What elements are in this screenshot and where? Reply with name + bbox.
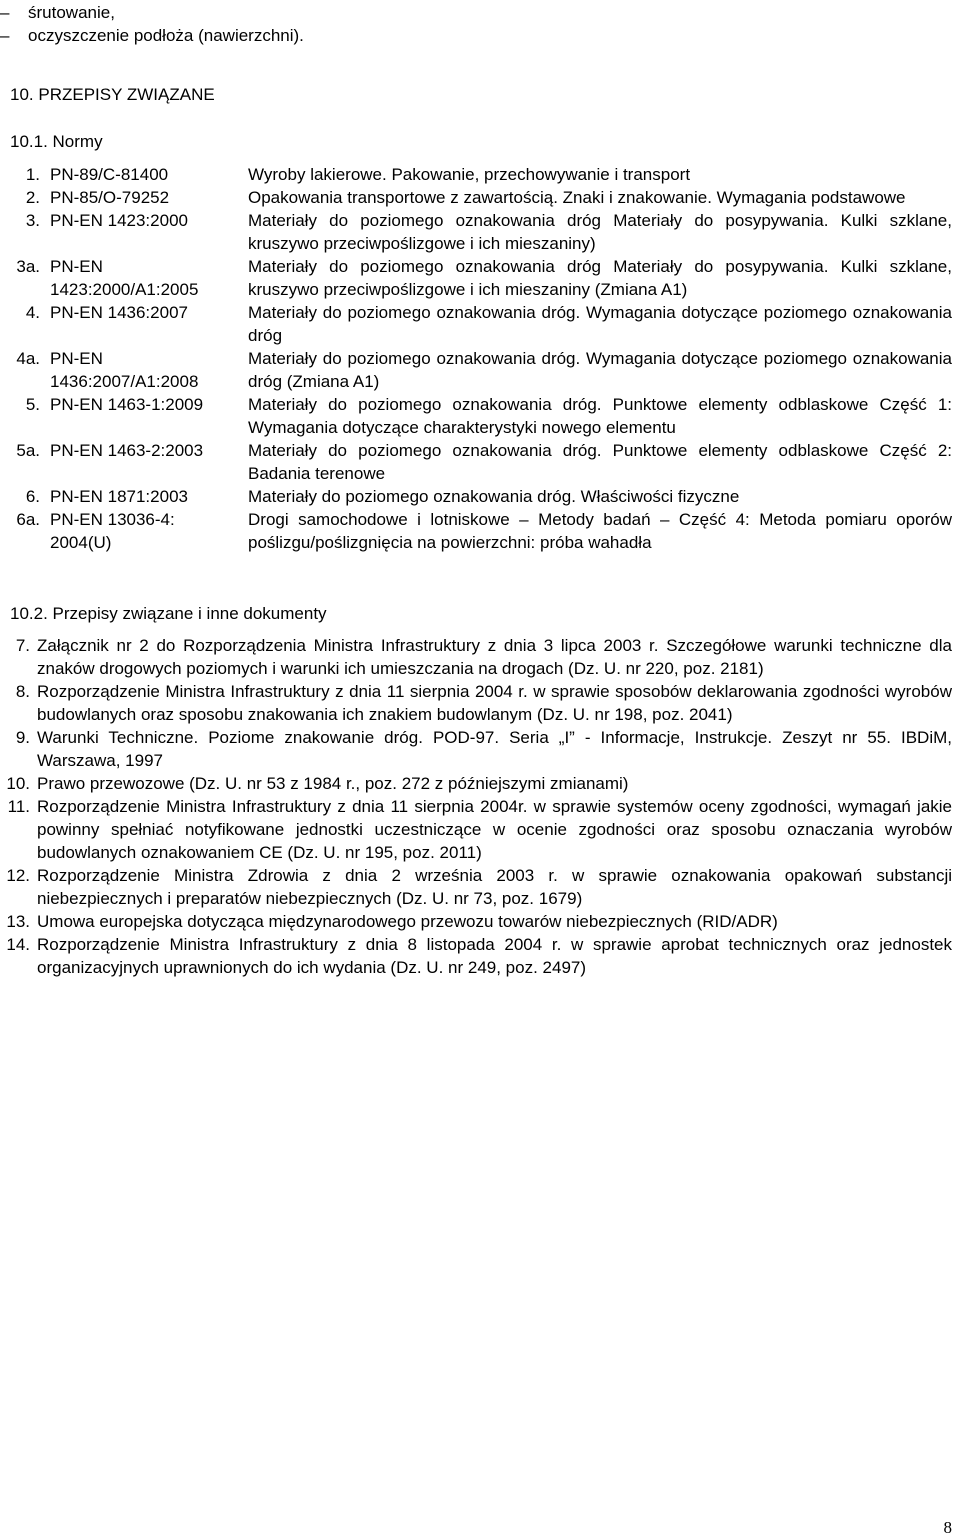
norm-row — [0, 186, 960, 209]
document-number: 10. — [6, 774, 30, 793]
norm-row — [0, 439, 960, 485]
document-text: Rozporządzenie Ministra Zdrowia z dnia 2 września 2003 r. w sprawie oznakowania opakowań substancji niebezpiecznych i preparatów niebezpiecznych (Dz. U. nr 73, poz. 1679) — [37, 866, 952, 908]
norm-row — [0, 508, 960, 554]
document-text: Załącznik nr 2 do Rozporządzenia Ministra Infrastruktury z dnia 3 lipca 2003 r. Szczegółowe warunki techniczne dla znaków drogowych poziomych i warunki ich umieszczania na drogach (Dz. U. nr 220, poz. 2181) — [37, 636, 952, 678]
norm-number: 1. — [25, 165, 40, 184]
norm-row — [0, 301, 960, 347]
norm-code: PN-EN 1423:2000 — [50, 211, 188, 230]
document-number: 8. — [15, 682, 30, 701]
document-item — [0, 726, 960, 772]
subsection-docs-title: 10.2. Przepisy związane i inne dokumenty — [10, 604, 327, 623]
norm-code: PN-EN 1463-2:2003 — [50, 441, 204, 460]
norm-code: PN-89/C-81400 — [50, 165, 169, 184]
document-number: 7. — [15, 636, 30, 655]
document-item — [0, 680, 960, 726]
norm-code: PN-85/O-79252 — [50, 188, 170, 207]
document-text: Warunki Techniczne. Poziome znakowanie dróg. POD-97. Seria „I” - Informacje, Instrukcje. Zeszyt nr 55. IBDiM, Warszawa, 1997 — [37, 728, 952, 770]
norm-description: Materiały do poziomego oznakowania dróg Materiały do posypywania. Kulki szklane, kruszywo przeciwpoślizgowe i ich mieszaniny) — [248, 211, 952, 253]
norm-number: 5. — [25, 395, 40, 414]
document-number: 11. — [7, 797, 30, 816]
bullet-text: oczyszczenie podłoża (nawierzchni). — [28, 26, 304, 45]
norm-description: Materiały do poziomego oznakowania dróg. Wymagania dotyczące poziomego oznakowania dróg — [248, 303, 952, 345]
document-number: 14. — [6, 935, 30, 954]
section-title: 10. PRZEPISY ZWIĄZANE — [10, 85, 215, 104]
page-number: 8 — [943, 1518, 952, 1537]
document-text: Rozporządzenie Ministra Infrastruktury z dnia 11 sierpnia 2004 r. w sprawie sposobów deklarowania zgodności wyrobów budowlanych oraz sposobu znakowania ich znakiem budowlanym (Dz. U. nr 198, poz. 2041) — [37, 682, 952, 724]
norm-code: PN-EN 13036-4: 2004(U) — [50, 510, 175, 552]
document-item — [0, 864, 960, 910]
norm-number: 4a. — [16, 349, 40, 368]
norm-code: PN-EN 1436:2007/A1:2008 — [50, 349, 199, 391]
document-number: 13. — [6, 912, 30, 931]
document-text: Rozporządzenie Ministra Infrastruktury z dnia 8 listopada 2004 r. w sprawie aprobat technicznych oraz jednostek organizacyjnych uprawnionych do ich wydania (Dz. U. nr 249, poz. 2497) — [37, 935, 952, 977]
norm-number: 5a. — [16, 441, 40, 460]
dash-icon: – — [0, 26, 10, 45]
norm-description: Wyroby lakierowe. Pakowanie, przechowywanie i transport — [248, 165, 691, 184]
norms-list — [0, 163, 960, 554]
norm-description: Drogi samochodowe i lotniskowe – Metody badań – Część 4: Metoda pomiaru oporów poślizgu/poślizgnięcia na powierzchni: próba wahadła — [248, 510, 952, 552]
norm-code: PN-EN 1436:2007 — [50, 303, 188, 322]
norm-row — [0, 163, 960, 186]
norm-code: PN-EN 1871:2003 — [50, 487, 188, 506]
document-number: 12. — [6, 866, 30, 885]
document-item — [0, 795, 960, 864]
norm-description: Opakowania transportowe z zawartością. Znaki i znakowanie. Wymagania podstawowe — [248, 188, 906, 207]
norm-number: 6. — [25, 487, 40, 506]
norm-number: 6a. — [16, 510, 40, 529]
norm-row — [0, 209, 960, 255]
norm-row — [0, 255, 960, 301]
norm-description: Materiały do poziomego oznakowania dróg. Wymagania dotyczące poziomego oznakowania dróg (Zmiana A1) — [248, 349, 952, 391]
document-text: Rozporządzenie Ministra Infrastruktury z dnia 11 sierpnia 2004r. w sprawie systemów oceny zgodności, wymagań jakie powinny spełniać notyfikowane jednostki uczestniczące w ocenie zgodności oraz sposobu oznaczania wyrobów budowlanych oznakowaniem CE (Dz. U. nr 195, poz. 2011) — [37, 797, 952, 862]
norm-code: PN-EN 1463-1:2009 — [50, 395, 204, 414]
bullet-text: śrutowanie, — [28, 3, 115, 22]
norm-description: Materiały do poziomego oznakowania dróg. Właściwości fizyczne — [248, 487, 740, 506]
norm-row — [0, 485, 960, 508]
norm-number: 4. — [25, 303, 40, 322]
norm-number: 3. — [25, 211, 40, 230]
subsection-norms-title: 10.1. Normy — [10, 132, 103, 151]
norm-code: PN-EN 1423:2000/A1:2005 — [50, 257, 199, 299]
norm-number: 3a. — [16, 257, 40, 276]
document-text: Prawo przewozowe (Dz. U. nr 53 z 1984 r., poz. 272 z późniejszymi zmianami) — [37, 774, 629, 793]
norm-number: 2. — [25, 188, 40, 207]
norm-description: Materiały do poziomego oznakowania dróg. Punktowe elementy odblaskowe Część 1: Wymagania dotyczące charakterystyki nowego elementu — [248, 395, 952, 437]
norm-description: Materiały do poziomego oznakowania dróg. Punktowe elementy odblaskowe Część 2: Badania terenowe — [248, 441, 952, 483]
document-item — [0, 772, 960, 795]
documents-list — [0, 634, 960, 979]
document-item — [0, 933, 960, 979]
document-item — [0, 910, 960, 933]
norm-row — [0, 347, 960, 393]
document-text: Umowa europejska dotycząca międzynarodowego przewozu towarów niebezpiecznych (RID/ADR) — [37, 912, 778, 931]
norm-row — [0, 393, 960, 439]
document-number: 9. — [15, 728, 30, 747]
document-item — [0, 634, 960, 680]
dash-icon: – — [0, 3, 10, 22]
norm-description: Materiały do poziomego oznakowania dróg Materiały do posypywania. Kulki szklane, kruszywo przeciwpoślizgowe i ich mieszaniny (Zmiana A1) — [248, 257, 952, 299]
